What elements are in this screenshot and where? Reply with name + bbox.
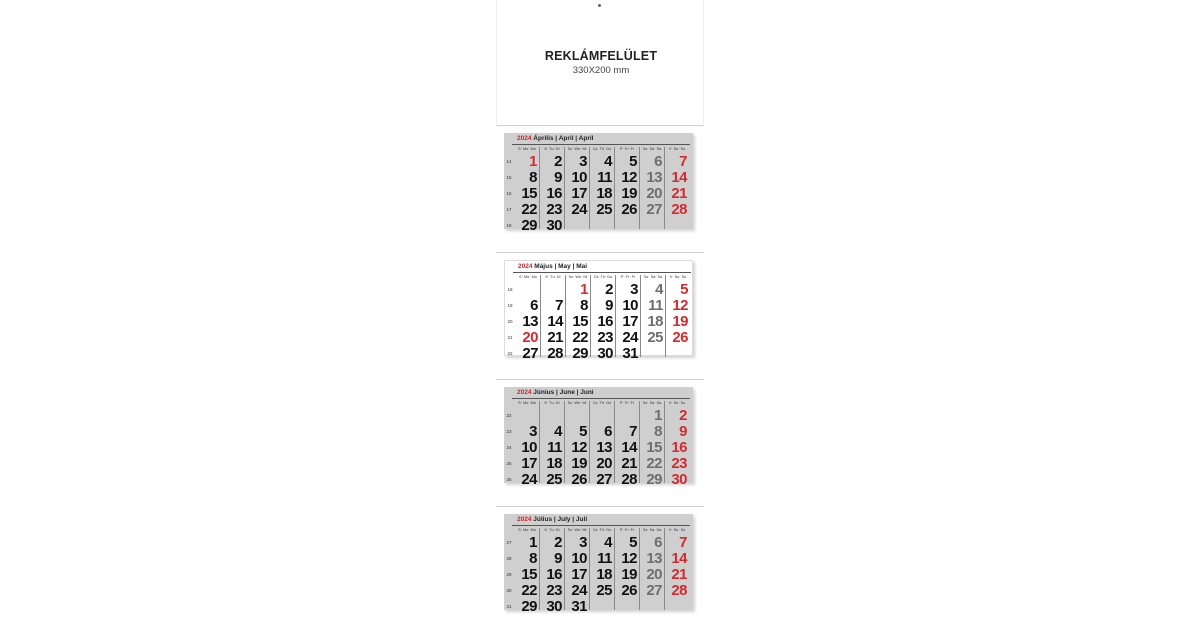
week-number: 21 (507, 335, 513, 340)
weekday-header: Cs· Th· Do (592, 401, 612, 405)
month-year: 2024 (517, 516, 532, 523)
calendar-day: 6 (604, 423, 612, 440)
weekday-header: Sz· We· Mi (567, 147, 587, 151)
calendar-day: 27 (646, 201, 662, 218)
calendar-day: 17 (571, 185, 587, 202)
calendar-day: 14 (671, 169, 687, 186)
calendar-day: 15 (521, 566, 537, 583)
calendar-day: 30 (546, 217, 562, 234)
calendar-day: 5 (629, 153, 637, 170)
calendar-day: 28 (621, 471, 637, 488)
week-number: 19 (507, 303, 513, 308)
weekday-header: P· Fr· Fr (619, 401, 635, 405)
calendar-day: 19 (672, 313, 688, 330)
weekday-header: P· Fr· Fr (619, 528, 635, 532)
calendar-day: 26 (621, 582, 637, 599)
weekday-header: S· Mo· Mo (518, 528, 536, 532)
weekday-header: K· Tu· Di (544, 528, 560, 532)
calendar-day: 10 (622, 297, 638, 314)
calendar-day: 26 (621, 201, 637, 218)
week-number: 16 (506, 191, 512, 196)
calendar-day: 8 (580, 297, 588, 314)
calendar-day: 18 (647, 313, 663, 330)
calendar-day: 1 (529, 153, 537, 170)
month-rule (513, 272, 691, 273)
calendar-day: 24 (571, 201, 587, 218)
calendar-day: 17 (521, 455, 537, 472)
calendar-day: 6 (654, 153, 662, 170)
weekday-header: V· Su· So (668, 147, 686, 151)
calendar-day: 27 (646, 582, 662, 599)
month-rule (512, 525, 690, 526)
calendar-day: 29 (572, 345, 588, 362)
calendar-day: 6 (654, 534, 662, 551)
weekday-header: Sz· We· Mi (567, 401, 587, 405)
calendar-day: 30 (671, 471, 687, 488)
calendar-day: 23 (671, 455, 687, 472)
calendar-day: 30 (546, 598, 562, 615)
calendar-day: 17 (622, 313, 638, 330)
month-strip (496, 126, 704, 251)
calendar-day: 28 (671, 201, 687, 218)
calendar-day: 31 (571, 598, 587, 615)
calendar-day: 8 (529, 550, 537, 567)
calendar-day: 10 (571, 550, 587, 567)
month-name: Május | May | Mai (532, 263, 588, 270)
week-number: 29 (506, 572, 512, 577)
calendar-day: 14 (671, 550, 687, 567)
calendar-day: 4 (604, 534, 612, 551)
calendar-day: 27 (522, 345, 538, 362)
calendar-day: 21 (671, 185, 687, 202)
calendar-day: 8 (654, 423, 662, 440)
weekday-header: V· Su· So (668, 528, 686, 532)
calendar-day: 11 (547, 439, 562, 456)
calendar-day: 9 (679, 423, 687, 440)
advertising-area (496, 0, 704, 124)
calendar-day: 16 (597, 313, 613, 330)
month-strip (496, 507, 704, 632)
weekday-header: Sz· Sa· Sa (642, 401, 662, 405)
weekday-header: Sz· Sa· Sa (643, 275, 663, 279)
calendar-day: 5 (579, 423, 587, 440)
weekday-header: K· Tu· Di (544, 147, 560, 151)
month-year: 2024 (517, 135, 532, 142)
month-rule (512, 398, 690, 399)
calendar-day: 2 (605, 281, 613, 298)
calendar-day: 3 (529, 423, 537, 440)
week-number: 26 (506, 477, 512, 482)
calendar-day: 28 (671, 582, 687, 599)
month-title (517, 516, 587, 523)
calendar-day: 25 (546, 471, 562, 488)
calendar-day: 2 (554, 534, 562, 551)
week-number: 17 (506, 207, 512, 212)
week-number: 30 (506, 588, 512, 593)
month-name: Június | June | Juni (531, 389, 594, 396)
calendar-day: 13 (646, 169, 662, 186)
calendar-day: 3 (630, 281, 638, 298)
week-number: 22 (506, 413, 512, 418)
week-number: 25 (506, 461, 512, 466)
week-number: 18 (507, 287, 513, 292)
week-number: 27 (506, 540, 512, 545)
calendar-day: 27 (596, 471, 612, 488)
calendar-day: 4 (655, 281, 663, 298)
calendar-day: 15 (572, 313, 588, 330)
calendar-day: 21 (547, 329, 563, 346)
calendar-day: 1 (529, 534, 537, 551)
week-number: 28 (506, 556, 512, 561)
weekday-header: Sz· We· Mi (568, 275, 588, 279)
calendar-day: 6 (530, 297, 538, 314)
calendar-day: 25 (596, 201, 612, 218)
week-number: 22 (507, 351, 513, 356)
calendar-day: 24 (622, 329, 638, 346)
advertising-area-title: REKLÁMFELÜLET (544, 49, 658, 63)
calendar-day: 26 (571, 471, 587, 488)
calendar-day: 29 (521, 217, 537, 234)
calendar-day: 18 (596, 566, 612, 583)
month-panel (504, 260, 693, 362)
weekday-header: Cs· Th· Do (593, 275, 613, 279)
week-number: 20 (507, 319, 513, 324)
advertising-area-size: 330X200 mm (572, 65, 630, 76)
month-name: Július | July | Juli (531, 516, 588, 523)
calendar-day: 13 (522, 313, 538, 330)
calendar-day: 20 (522, 329, 538, 346)
calendar-day: 12 (621, 169, 637, 186)
calendar-day: 29 (521, 598, 537, 615)
calendar-day: 21 (671, 566, 687, 583)
weekday-header: S· Mo· Mo (518, 401, 536, 405)
calendar-day: 22 (572, 329, 588, 346)
calendar-day: 10 (571, 169, 587, 186)
calendar-day: 15 (646, 439, 662, 456)
weekday-header: S· Mo· Mo (518, 147, 536, 151)
calendar-day: 2 (679, 407, 687, 424)
calendar-day: 19 (621, 185, 637, 202)
calendar-day: 9 (554, 169, 562, 186)
month-panel (504, 514, 693, 615)
week-number: 31 (506, 604, 512, 609)
weekday-header: Sz· Sa· Sa (642, 147, 662, 151)
week-number: 14 (506, 159, 512, 164)
weekday-header: Cs· Th· Do (592, 528, 612, 532)
calendar-day: 18 (546, 455, 562, 472)
calendar-day: 12 (571, 439, 587, 456)
weekday-header: P· Fr· Fr (619, 147, 635, 151)
calendar-day: 22 (521, 201, 537, 218)
weekday-header: Cs· Th· Do (592, 147, 612, 151)
month-rule (512, 144, 690, 145)
month-panel (504, 133, 693, 234)
calendar-day: 23 (597, 329, 613, 346)
weekday-header: V· Su· So (668, 401, 686, 405)
hanging-hole (598, 4, 601, 7)
calendar-day: 7 (679, 534, 687, 551)
calendar-day: 22 (521, 582, 537, 599)
calendar-day: 11 (648, 297, 663, 314)
calendar-day: 1 (580, 281, 588, 298)
weekday-header: K· Tu· Di (545, 275, 561, 279)
calendar-day: 29 (646, 471, 662, 488)
calendar-day: 5 (680, 281, 688, 298)
month-title (517, 389, 594, 396)
calendar-day: 24 (571, 582, 587, 599)
calendar-day: 28 (547, 345, 563, 362)
calendar-day: 16 (546, 566, 562, 583)
calendar-day: 25 (596, 582, 612, 599)
calendar-day: 7 (679, 153, 687, 170)
weekday-header: V· Su· So (669, 275, 687, 279)
calendar-day: 11 (597, 169, 612, 186)
calendar-day: 3 (579, 153, 587, 170)
calendar-day: 20 (596, 455, 612, 472)
calendar-day: 13 (596, 439, 612, 456)
calendar-day: 8 (529, 169, 537, 186)
calendar-day: 16 (546, 185, 562, 202)
calendar-day: 15 (521, 185, 537, 202)
wall-calendar (496, 0, 704, 630)
calendar-day: 9 (554, 550, 562, 567)
week-number: 24 (506, 445, 512, 450)
week-number: 18 (506, 223, 512, 228)
calendar-day: 21 (621, 455, 637, 472)
calendar-day: 26 (672, 329, 688, 346)
calendar-day: 22 (646, 455, 662, 472)
calendar-day: 16 (671, 439, 687, 456)
calendar-day: 20 (646, 566, 662, 583)
calendar-day: 25 (647, 329, 663, 346)
calendar-day: 10 (521, 439, 537, 456)
month-title (517, 135, 594, 142)
month-title (518, 263, 587, 270)
weekday-header: Sz· We· Mi (567, 528, 587, 532)
calendar-day: 2 (554, 153, 562, 170)
calendar-day: 31 (622, 345, 638, 362)
month-year: 2024 (517, 389, 532, 396)
calendar-day: 11 (597, 550, 612, 567)
calendar-day: 12 (621, 550, 637, 567)
calendar-day: 19 (571, 455, 587, 472)
calendar-day: 5 (629, 534, 637, 551)
week-number: 15 (506, 175, 512, 180)
calendar-day: 18 (596, 185, 612, 202)
calendar-day: 14 (621, 439, 637, 456)
calendar-day: 13 (646, 550, 662, 567)
month-name: Április | April | April (531, 135, 594, 142)
calendar-day: 3 (579, 534, 587, 551)
calendar-day: 4 (554, 423, 562, 440)
month-panel (504, 387, 693, 488)
calendar-day: 7 (629, 423, 637, 440)
calendar-day: 19 (621, 566, 637, 583)
calendar-day: 20 (646, 185, 662, 202)
calendar-day: 1 (654, 407, 662, 424)
calendar-day: 23 (546, 201, 562, 218)
weekday-header: K· Tu· Di (544, 401, 560, 405)
calendar-day: 7 (555, 297, 563, 314)
calendar-day: 4 (604, 153, 612, 170)
month-strip (496, 253, 704, 378)
calendar-day: 12 (672, 297, 688, 314)
calendar-day: 9 (605, 297, 613, 314)
calendar-day: 14 (547, 313, 563, 330)
calendar-day: 24 (521, 471, 537, 488)
weekday-header: S· Mo· Mo (519, 275, 537, 279)
weekday-header: P· Fr· Fr (620, 275, 636, 279)
calendar-day: 30 (597, 345, 613, 362)
weekday-header: Sz· Sa· Sa (642, 528, 662, 532)
month-year: 2024 (518, 263, 533, 270)
calendar-day: 23 (546, 582, 562, 599)
calendar-day: 17 (571, 566, 587, 583)
month-strip (496, 380, 704, 505)
week-number: 23 (506, 429, 512, 434)
